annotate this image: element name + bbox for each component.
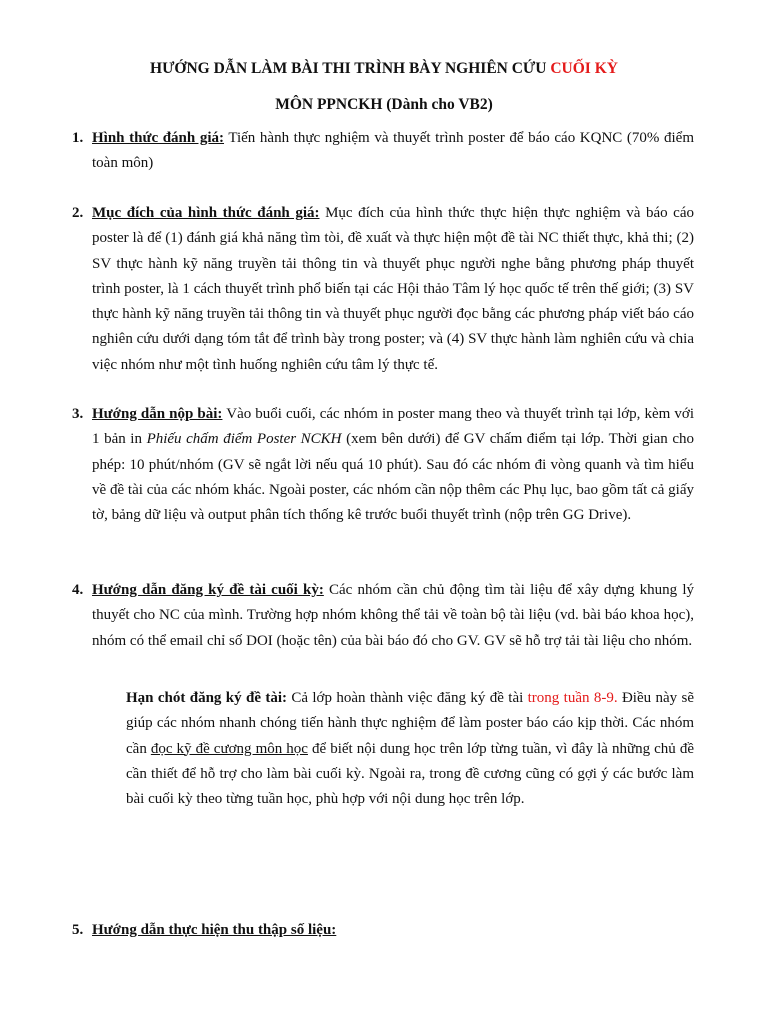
title-highlight: CUỐI KỲ (550, 60, 618, 77)
section-text: Các nhóm cần chủ động tìm tài liệu để xây dựng khung lý thuyết cho NC của mình. Trường hợp nhóm không thể tải về toàn bộ tài liệu (vd. bài báo khoa học), nhóm có thể email chỉ số DOI (hoặc tên) của bài báo đó cho GV. GV sẽ hỗ trợ tải tài liệu cho nhóm. (92, 582, 694, 649)
title-text: HƯỚNG DẪN LÀM BÀI THI TRÌNH BÀY NGHIÊN CỨU (150, 60, 547, 77)
section-number: 5. (72, 922, 84, 938)
section-heading: Mục đích của hình thức đánh giá: (92, 205, 320, 221)
section-heading: Hướng dẫn nộp bài: (92, 406, 223, 422)
section-number: 2. (72, 205, 84, 221)
syllabus-note: đọc kỹ đề cương môn học (150, 740, 308, 757)
section-number: 3. (72, 406, 84, 422)
deadline-label: Hạn chót đăng ký đề tài: (126, 690, 287, 706)
section-4 (72, 578, 694, 654)
section-number: 4. (72, 582, 84, 598)
deadline-note (126, 686, 694, 812)
document-title (0, 60, 768, 78)
section-heading: Hướng dẫn thực hiện thu thập số liệu: (92, 922, 337, 938)
section-number: 1. (72, 130, 84, 146)
section-heading: Hướng dẫn đăng ký đề tài cuối kỳ: (92, 582, 324, 598)
document-subtitle: MÔN PPNCKH (Dành cho VB2) (275, 96, 493, 113)
section-text: Vào buổi cuối, các nhóm in poster mang theo và thuyết trình tại lớp, kèm với 1 bản in (92, 406, 695, 448)
score-sheet-title: Phiếu chấm điểm Poster NCKH (146, 431, 342, 448)
section-3 (72, 402, 694, 528)
section-5 (72, 918, 694, 943)
section-text-continued: (xem bên dưới) để GV chấm điểm tại lớp. Thời gian cho phép: 10 phút/nhóm (GV sẽ ngắt lời nếu quá 10 phút). Sau đó các nhóm đi vòng quanh và tìm hiểu về đề tài của các nhóm khác. Ngoài poster, các nhóm cần nộp thêm các Phụ lục, bao gồm tất cả giấy tờ, bảng dữ liệu và output phân tích thống kê trước buổi thuyết trình (nộp trên GG Drive). (92, 431, 695, 524)
deadline-text-3: để biết nội dung học trên lớp từng tuần, vì đây là những chủ đề cần thiết để hỗ trợ cho làm bài cuối kỳ. Ngoài ra, trong đề cương cũng có gợi ý các bước làm bài cuối kỳ theo từng tuần học, phù hợp với nội dung học trên lớp. (126, 740, 694, 808)
section-2 (72, 201, 694, 378)
section-1 (72, 126, 694, 177)
deadline-text: Cả lớp hoàn thành việc đăng ký đề tài (287, 690, 528, 706)
section-heading: Hình thức đánh giá: (92, 130, 225, 146)
section-text: Tiến hành thực nghiệm và thuyết trình poster để báo cáo KQNC (70% điểm toàn môn) (92, 130, 694, 172)
deadline-highlight: trong tuần 8-9. (527, 690, 618, 706)
deadline-text-2: Điều này sẽ giúp các nhóm nhanh chóng tiến hành thực nghiệm để làm poster báo cáo kịp thời. Các nhóm cần (126, 690, 695, 757)
section-text: Mục đích của hình thức thực hiện thực nghiệm và báo cáo poster là để (1) đánh giá khả năng tìm tòi, đề xuất và thực hiện một đề tài NC thiết thực, khả thi; (2) SV thực hành kỹ năng truyền tải thông tin và thuyết phục người nghe bằng phương pháp thuyết trình poster, là 1 cách thuyết trình phổ biến tại các Hội thảo Tâm lý học quốc tế trên thế giới; (3) SV thực hành kỹ năng truyền tải thông tin và thuyết phục người đọc bằng các phương pháp viết báo cáo nghiên cứu dưới dạng tóm tắt để trình bày trong poster; và (4) SV thực hành làm nghiên cứu và chia việc nhóm như một tình huống nghiên cứu tâm lý thực tế. (92, 205, 694, 373)
